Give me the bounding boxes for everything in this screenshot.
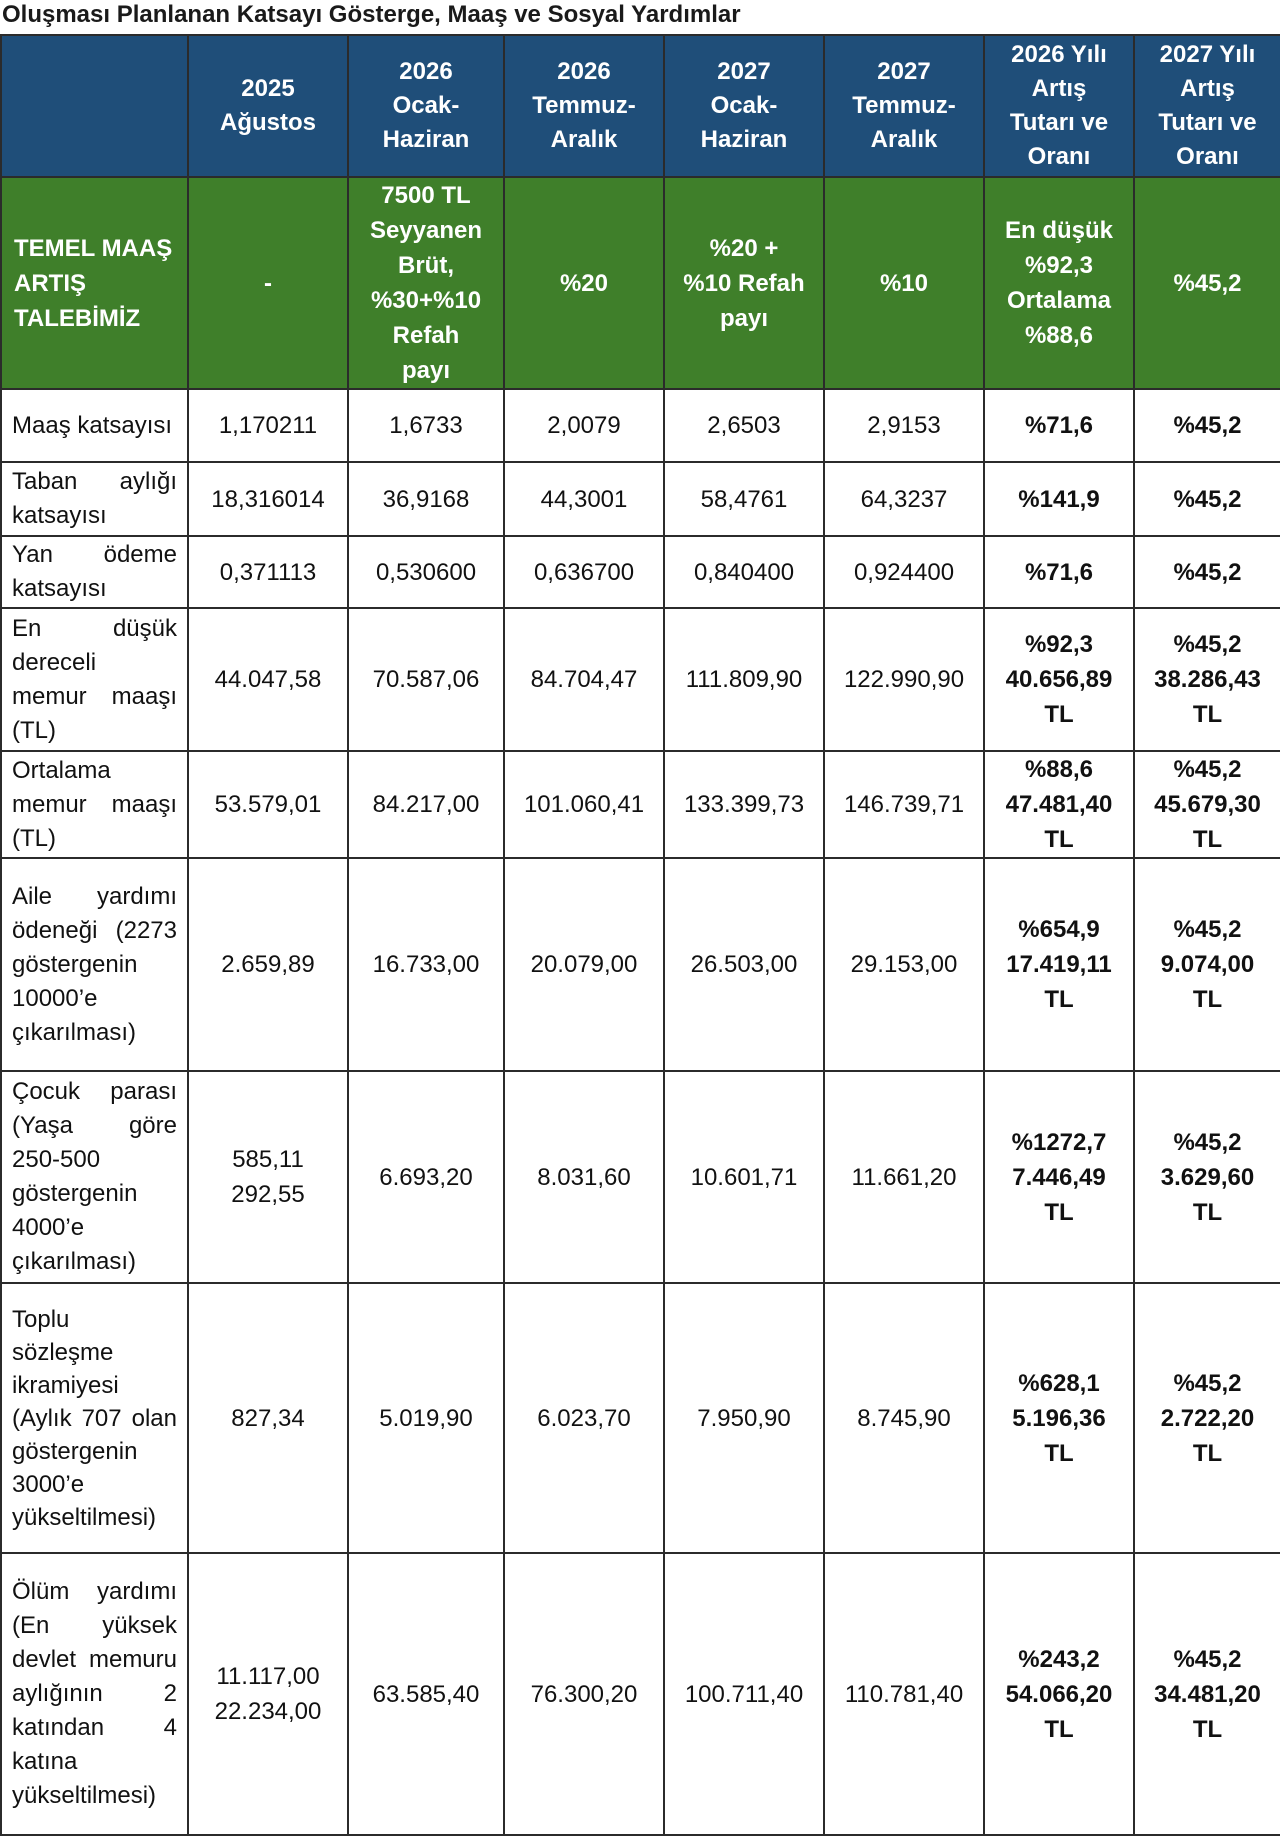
table-cell: 44,3001 [504,462,664,536]
demand-cell: %10 [824,177,984,389]
header-cell-2027-h2: 2027 Temmuz- Aralık [824,35,984,177]
table-cell: %45,2 34.481,20 TL [1134,1553,1280,1835]
demand-cell: En düşük %92,3 Ortalama %88,6 [984,177,1134,389]
table-cell: 36,9168 [348,462,504,536]
table-row [1,751,1280,858]
table-cell: 2,9153 [824,389,984,462]
table-cell: %45,2 3.629,60 TL [1134,1071,1280,1283]
table-cell: 10.601,71 [664,1071,824,1283]
table-cell: 0,924400 [824,536,984,608]
row-label: Yan ödeme katsayısı [1,536,188,608]
table-cell: 44.047,58 [188,608,348,751]
table-cell: 100.711,40 [664,1553,824,1835]
table-cell: %628,1 5.196,36 TL [984,1283,1134,1553]
table-cell: 0,371113 [188,536,348,608]
table-row [1,1071,1280,1283]
table-cell: %71,6 [984,536,1134,608]
table-cell: 2,6503 [664,389,824,462]
table-cell: 585,11 292,55 [188,1071,348,1283]
table-cell: 18,316014 [188,462,348,536]
demand-cell: %20 + %10 Refah payı [664,177,824,389]
table-row [1,1283,1280,1553]
table-cell: 84.704,47 [504,608,664,751]
table-cell: %45,2 45.679,30 TL [1134,751,1280,858]
table-cell: 146.739,71 [824,751,984,858]
table-cell: 5.019,90 [348,1283,504,1553]
table-row [1,858,1280,1071]
table-cell: 2.659,89 [188,858,348,1071]
table-row [1,462,1280,536]
demand-row [1,177,1280,389]
header-cell-2026-increase: 2026 Yılı Artış Tutarı ve Oranı [984,35,1134,177]
table-cell: %71,6 [984,389,1134,462]
demand-label: TEMEL MAAŞ ARTIŞ TALEBİMİZ [1,177,188,389]
table-cell: %243,2 54.066,20 TL [984,1553,1134,1835]
table-cell: 8.745,90 [824,1283,984,1553]
row-label: Ölüm yardımı (En yüksek devlet memuru aylığının 2 katından 4 katına yükseltilmesi) [1,1553,188,1835]
header-cell-2027-h1: 2027 Ocak- Haziran [664,35,824,177]
table-cell: 1,6733 [348,389,504,462]
row-label: Ortalama memur maaşı (TL) [1,751,188,858]
table-cell: 111.809,90 [664,608,824,751]
table-cell: 8.031,60 [504,1071,664,1283]
table-cell: 64,3237 [824,462,984,536]
table-cell: 0,636700 [504,536,664,608]
table-cell: 63.585,40 [348,1553,504,1835]
table-cell: 1,170211 [188,389,348,462]
salary-table [0,34,1280,1836]
table-cell: 133.399,73 [664,751,824,858]
table-cell: %88,6 47.481,40 TL [984,751,1134,858]
table-cell: %141,9 [984,462,1134,536]
row-label: Toplu sözleşme ikramiyesi (Aylık 707 olan göstergenin 3000’e yükseltilmesi) [1,1283,188,1553]
row-label: Aile yardımı ödeneği (2273 göstergenin 10000’e çıkarılması) [1,858,188,1071]
table-cell: 53.579,01 [188,751,348,858]
table-cell: 76.300,20 [504,1553,664,1835]
table-row [1,389,1280,462]
table-cell: 827,34 [188,1283,348,1553]
table-cell: 6.023,70 [504,1283,664,1553]
table-cell: 11.661,20 [824,1071,984,1283]
header-cell-2026-h1: 2026 Ocak- Haziran [348,35,504,177]
row-label: Taban aylığı katsayısı [1,462,188,536]
table-cell: 2,0079 [504,389,664,462]
table-cell: 7.950,90 [664,1283,824,1553]
row-label: Maaş katsayısı [1,389,188,462]
table-cell: 122.990,90 [824,608,984,751]
table-cell: %45,2 38.286,43 TL [1134,608,1280,751]
table-cell: 20.079,00 [504,858,664,1071]
header-cell-2027-increase: 2027 Yılı Artış Tutarı ve Oranı [1134,35,1280,177]
table-cell: %45,2 [1134,536,1280,608]
table-cell: %45,2 2.722,20 TL [1134,1283,1280,1553]
header-cell-2025-august: 2025 Ağustos [188,35,348,177]
table-cell: 101.060,41 [504,751,664,858]
table-cell: 58,4761 [664,462,824,536]
table-row [1,608,1280,751]
table-cell: 6.693,20 [348,1071,504,1283]
demand-cell: %20 [504,177,664,389]
row-label: En düşük dereceli memur maaşı (TL) [1,608,188,751]
table-cell: 84.217,00 [348,751,504,858]
table-row [1,536,1280,608]
table-cell: %1272,7 7.446,49 TL [984,1071,1134,1283]
header-cell-0 [1,35,188,177]
table-cell: 16.733,00 [348,858,504,1071]
row-label: Çocuk parası (Yaşa göre 250-500 göstergenin 4000’e çıkarılması) [1,1071,188,1283]
header-cell-2026-h2: 2026 Temmuz- Aralık [504,35,664,177]
table-cell: 70.587,06 [348,608,504,751]
table-cell: %45,2 [1134,389,1280,462]
table-cell: 0,530600 [348,536,504,608]
table-cell: %92,3 40.656,89 TL [984,608,1134,751]
page-title: Oluşması Planlanan Katsayı Gösterge, Maaş ve Sosyal Yardımlar [2,1,741,28]
table-cell: 0,840400 [664,536,824,608]
table-cell: 26.503,00 [664,858,824,1071]
table-cell: %45,2 [1134,462,1280,536]
table-cell: 11.117,00 22.234,00 [188,1553,348,1835]
demand-cell: - [188,177,348,389]
table-row [1,1553,1280,1835]
demand-cell: %45,2 [1134,177,1280,389]
table-cell: %654,9 17.419,11 TL [984,858,1134,1071]
demand-cell: 7500 TL Seyyanen Brüt, %30+%10 Refah payı [348,177,504,389]
header-row [1,35,1280,177]
table-cell: 29.153,00 [824,858,984,1071]
table-cell: 110.781,40 [824,1553,984,1835]
table-cell: %45,2 9.074,00 TL [1134,858,1280,1071]
